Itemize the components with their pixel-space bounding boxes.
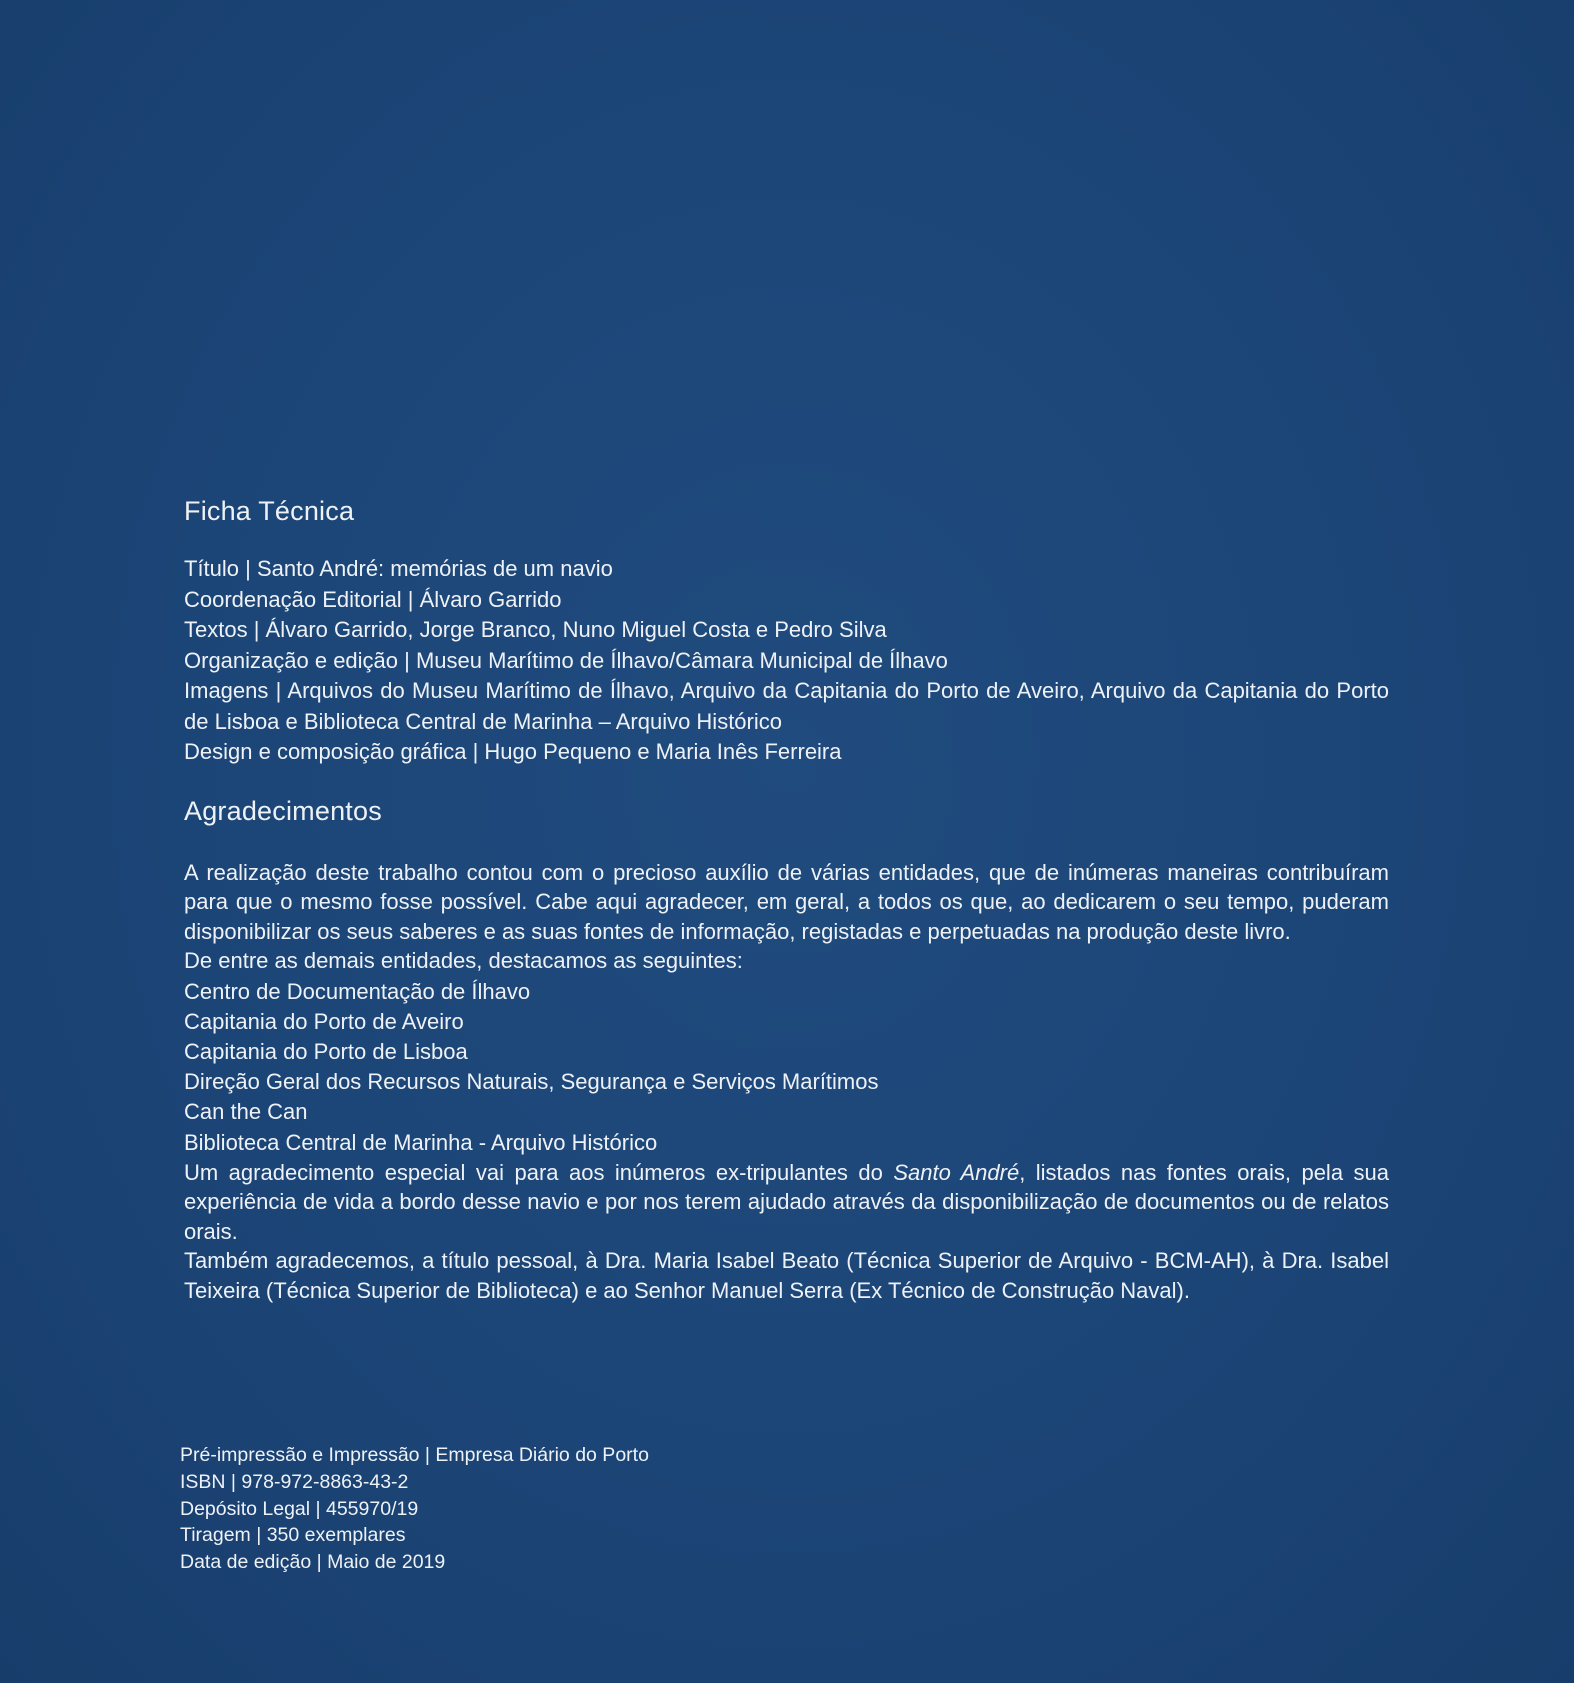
credit-coordination-line: Coordenação Editorial | Álvaro Garrido xyxy=(184,586,562,612)
isbn-line: ISBN | 978-972-8863-43-2 xyxy=(180,1470,409,1493)
list-item: Direção Geral dos Recursos Naturais, Segurança e Serviços Marítimos xyxy=(184,1069,879,1095)
list-item: Biblioteca Central de Marinha - Arquivo Histórico xyxy=(184,1129,658,1155)
printing-info xyxy=(180,1442,880,1576)
credit-images-line: Imagens | Arquivos do Museu Marítimo de Ílhavo, Arquivo da Capitania do Porto de Aveiro, Arquivo da Capitania do Porto de Lisboa e Biblioteca Central de Marinha – Arquivo Histórico xyxy=(184,678,1389,734)
ship-name: Santo André xyxy=(893,1159,1020,1185)
printing-line: Pré-impressão e Impressão | Empresa Diário do Porto xyxy=(180,1444,649,1466)
credit-design-line: Design e composição gráfica | Hugo Pequeno e Maria Inês Ferreira xyxy=(184,739,842,764)
list-item: Can the Can xyxy=(184,1099,308,1125)
acknowledgements-section xyxy=(184,794,1389,1306)
special-thanks-paragraph xyxy=(184,1158,1389,1247)
credit-organization-line: Organização e edição | Museu Marítimo de Ílhavo/Câmara Municipal de Ílhavo xyxy=(184,647,948,673)
list-item: Capitania do Porto de Aveiro xyxy=(184,1008,464,1034)
colophon-page xyxy=(184,494,1389,1305)
personal-thanks-paragraph: Também agradecemos, a título pessoal, à Dra. Maria Isabel Beato (Técnica Superior de Arquivo - BCM-AH), à Dra. Isabel Teixeira (Técnica Superior de Biblioteca) e ao Senhor Manuel Serra (Ex Técnico de Construção Naval). xyxy=(184,1248,1389,1303)
ficha-tecnica-heading: Ficha Técnica xyxy=(184,496,355,526)
special-thanks-text-end: , listados nas fontes orais, pela sua experiência de vida a bordo desse navio e por nos terem ajudado através da disponibilização de documentos ou de relatos orais. xyxy=(184,1159,1389,1244)
special-thanks-text-start: Um agradecimento especial vai para aos inúmeros ex-tripulantes do xyxy=(184,1159,894,1185)
credits-list xyxy=(184,554,1389,768)
entities-list xyxy=(184,977,1389,1158)
credit-title-line: Título | Santo André: memórias de um navio xyxy=(184,556,613,581)
list-item: Capitania do Porto de Lisboa xyxy=(184,1038,468,1064)
legal-deposit-line: Depósito Legal | 455970/19 xyxy=(180,1497,419,1520)
agradecimentos-heading: Agradecimentos xyxy=(184,795,382,826)
edition-date-line: Data de edição | Maio de 2019 xyxy=(180,1551,446,1574)
list-item: Centro de Documentação de Ílhavo xyxy=(184,978,531,1004)
acknowledgements-intro: A realização deste trabalho contou com o precioso auxílio de várias entidades, que de inúmeras maneiras contribuíram para que o mesmo fosse possível. Cabe aqui agradecer, em geral, a todos os que, ao dedicarem o seu tempo, puderam disponibilizar os seus saberes e as suas fontes de informação, registadas e perpetuadas na produção deste livro. xyxy=(184,859,1389,944)
entities-lead: De entre as demais entidades, destacamos as seguintes: xyxy=(184,948,743,973)
print-run-line: Tiragem | 350 exemplares xyxy=(180,1524,406,1547)
credit-texts-line: Textos | Álvaro Garrido, Jorge Branco, Nuno Miguel Costa e Pedro Silva xyxy=(184,617,887,642)
